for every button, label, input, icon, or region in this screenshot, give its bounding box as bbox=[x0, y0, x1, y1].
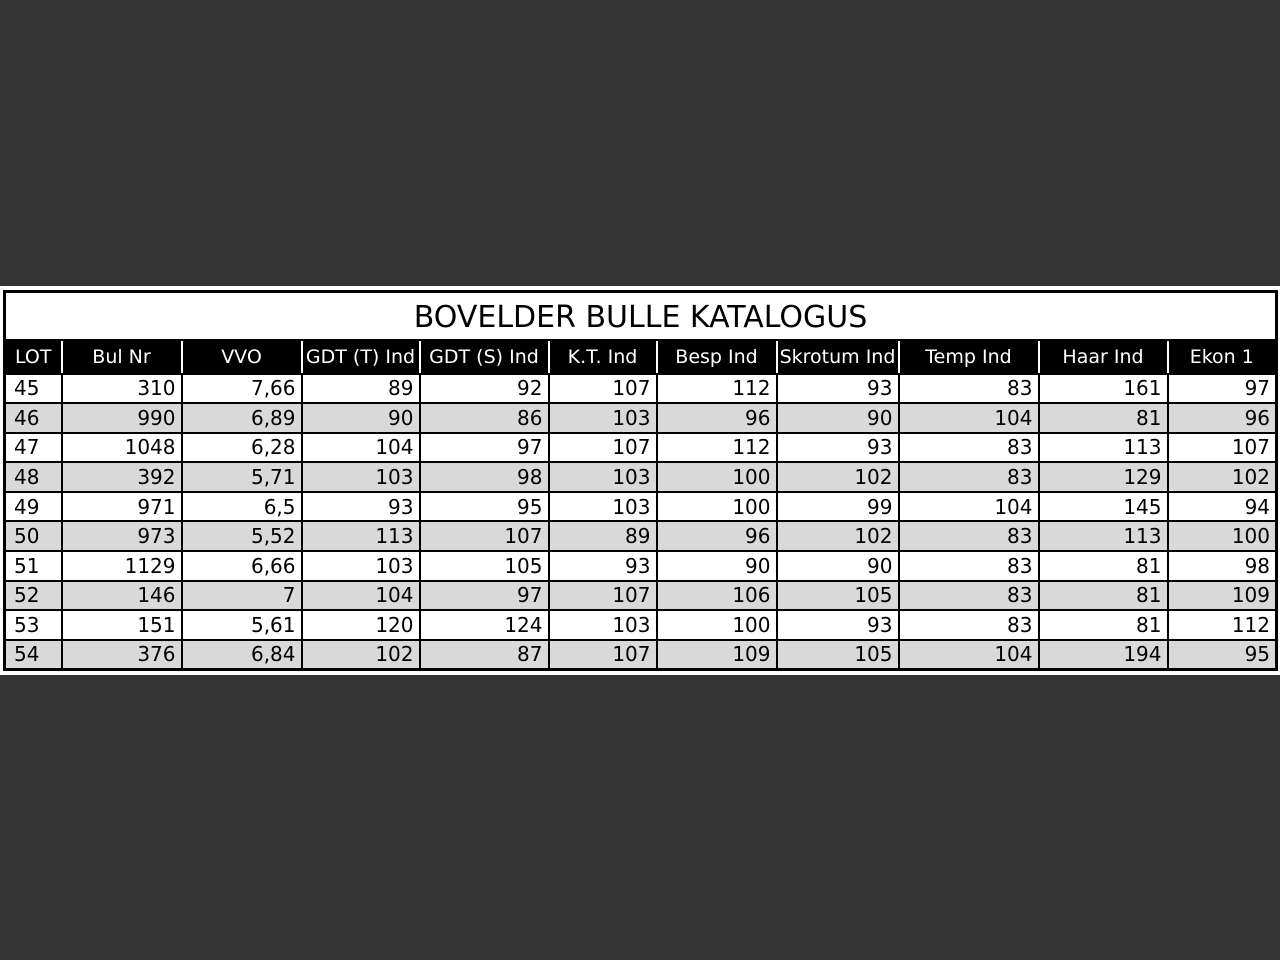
table-cell: 100 bbox=[657, 462, 777, 492]
table-cell: 102 bbox=[1168, 462, 1277, 492]
table-cell: 6,66 bbox=[182, 551, 302, 581]
table-cell: 990 bbox=[62, 403, 182, 433]
table-cell: 109 bbox=[657, 640, 777, 670]
table-cell: 1129 bbox=[62, 551, 182, 581]
table-cell: 145 bbox=[1039, 492, 1168, 522]
table-cell: 96 bbox=[657, 403, 777, 433]
table-cell: 971 bbox=[62, 492, 182, 522]
table-cell: 392 bbox=[62, 462, 182, 492]
table-cell: 94 bbox=[1168, 492, 1277, 522]
table-body bbox=[5, 374, 1277, 670]
table-cell: 105 bbox=[420, 551, 549, 581]
table-cell: 107 bbox=[549, 433, 657, 463]
table-cell: 104 bbox=[899, 492, 1039, 522]
table-cell: 129 bbox=[1039, 462, 1168, 492]
table-cell: 107 bbox=[420, 521, 549, 551]
table-row bbox=[5, 521, 1277, 551]
title-row bbox=[5, 292, 1277, 340]
table-cell: 100 bbox=[657, 492, 777, 522]
table-cell: 99 bbox=[777, 492, 899, 522]
column-header: K.T. Ind bbox=[549, 340, 657, 374]
table-cell: 96 bbox=[657, 521, 777, 551]
table-cell: 93 bbox=[777, 374, 899, 404]
table-cell: 1048 bbox=[62, 433, 182, 463]
lot-cell: 46 bbox=[5, 403, 62, 433]
table-cell: 93 bbox=[302, 492, 420, 522]
table-cell: 102 bbox=[777, 462, 899, 492]
table-cell: 93 bbox=[777, 433, 899, 463]
table-row bbox=[5, 492, 1277, 522]
table-cell: 151 bbox=[62, 610, 182, 640]
table-cell: 98 bbox=[420, 462, 549, 492]
table-title: BOVELDER BULLE KATALOGUS bbox=[5, 292, 1277, 340]
table-cell: 105 bbox=[777, 640, 899, 670]
column-header: LOT bbox=[5, 340, 62, 374]
lot-cell: 45 bbox=[5, 374, 62, 404]
table-cell: 81 bbox=[1039, 581, 1168, 611]
table-cell: 95 bbox=[420, 492, 549, 522]
table-cell: 6,84 bbox=[182, 640, 302, 670]
table-cell: 161 bbox=[1039, 374, 1168, 404]
table-cell: 83 bbox=[899, 521, 1039, 551]
table-cell: 113 bbox=[1039, 521, 1168, 551]
lot-cell: 53 bbox=[5, 610, 62, 640]
table-cell: 105 bbox=[777, 581, 899, 611]
table-cell: 83 bbox=[899, 374, 1039, 404]
table-cell: 112 bbox=[657, 374, 777, 404]
table-cell: 90 bbox=[657, 551, 777, 581]
table-cell: 113 bbox=[1039, 433, 1168, 463]
lot-cell: 48 bbox=[5, 462, 62, 492]
table-cell: 83 bbox=[899, 462, 1039, 492]
lot-cell: 54 bbox=[5, 640, 62, 670]
table-cell: 96 bbox=[1168, 403, 1277, 433]
table-cell: 124 bbox=[420, 610, 549, 640]
table-cell: 146 bbox=[62, 581, 182, 611]
table-cell: 102 bbox=[302, 640, 420, 670]
table-cell: 95 bbox=[1168, 640, 1277, 670]
table-cell: 90 bbox=[777, 551, 899, 581]
table-cell: 104 bbox=[899, 640, 1039, 670]
table-cell: 89 bbox=[302, 374, 420, 404]
table-row bbox=[5, 433, 1277, 463]
table-row bbox=[5, 374, 1277, 404]
table-cell: 103 bbox=[549, 492, 657, 522]
table-row bbox=[5, 462, 1277, 492]
table-cell: 7 bbox=[182, 581, 302, 611]
table-cell: 90 bbox=[302, 403, 420, 433]
table-cell: 102 bbox=[777, 521, 899, 551]
table-cell: 81 bbox=[1039, 610, 1168, 640]
table-cell: 87 bbox=[420, 640, 549, 670]
table-cell: 7,66 bbox=[182, 374, 302, 404]
column-header: Bul Nr bbox=[62, 340, 182, 374]
table-cell: 86 bbox=[420, 403, 549, 433]
lot-cell: 51 bbox=[5, 551, 62, 581]
column-header: Skrotum Ind bbox=[777, 340, 899, 374]
column-header: Ekon 1 bbox=[1168, 340, 1277, 374]
catalog-sheet bbox=[0, 286, 1280, 675]
lot-cell: 50 bbox=[5, 521, 62, 551]
lot-cell: 49 bbox=[5, 492, 62, 522]
table-cell: 103 bbox=[302, 462, 420, 492]
column-header: GDT (T) Ind bbox=[302, 340, 420, 374]
table-row bbox=[5, 551, 1277, 581]
table-cell: 113 bbox=[302, 521, 420, 551]
table-cell: 5,61 bbox=[182, 610, 302, 640]
table-cell: 83 bbox=[899, 581, 1039, 611]
column-header: Besp Ind bbox=[657, 340, 777, 374]
table-cell: 107 bbox=[549, 640, 657, 670]
table-cell: 6,5 bbox=[182, 492, 302, 522]
table-cell: 112 bbox=[1168, 610, 1277, 640]
table-cell: 93 bbox=[549, 551, 657, 581]
table-row bbox=[5, 610, 1277, 640]
table-cell: 104 bbox=[899, 403, 1039, 433]
table-cell: 103 bbox=[549, 462, 657, 492]
table-cell: 100 bbox=[657, 610, 777, 640]
header-row bbox=[5, 340, 1277, 374]
table-cell: 103 bbox=[549, 610, 657, 640]
table-cell: 6,28 bbox=[182, 433, 302, 463]
column-header: Temp Ind bbox=[899, 340, 1039, 374]
column-header: GDT (S) Ind bbox=[420, 340, 549, 374]
table-cell: 103 bbox=[302, 551, 420, 581]
table-cell: 81 bbox=[1039, 551, 1168, 581]
table-cell: 5,52 bbox=[182, 521, 302, 551]
table-cell: 107 bbox=[1168, 433, 1277, 463]
table-cell: 97 bbox=[420, 433, 549, 463]
column-header: Haar Ind bbox=[1039, 340, 1168, 374]
column-header: VVO bbox=[182, 340, 302, 374]
table-row bbox=[5, 581, 1277, 611]
table-cell: 89 bbox=[549, 521, 657, 551]
table-cell: 90 bbox=[777, 403, 899, 433]
table-cell: 107 bbox=[549, 374, 657, 404]
table-cell: 97 bbox=[1168, 374, 1277, 404]
table-cell: 112 bbox=[657, 433, 777, 463]
table-cell: 120 bbox=[302, 610, 420, 640]
table-row bbox=[5, 640, 1277, 670]
table-cell: 106 bbox=[657, 581, 777, 611]
table-cell: 98 bbox=[1168, 551, 1277, 581]
table-cell: 83 bbox=[899, 610, 1039, 640]
table-cell: 93 bbox=[777, 610, 899, 640]
table-cell: 104 bbox=[302, 433, 420, 463]
table-cell: 83 bbox=[899, 433, 1039, 463]
table-cell: 310 bbox=[62, 374, 182, 404]
table-cell: 103 bbox=[549, 403, 657, 433]
table-cell: 81 bbox=[1039, 403, 1168, 433]
table-cell: 194 bbox=[1039, 640, 1168, 670]
table-cell: 109 bbox=[1168, 581, 1277, 611]
table-cell: 973 bbox=[62, 521, 182, 551]
table-cell: 5,71 bbox=[182, 462, 302, 492]
table-cell: 97 bbox=[420, 581, 549, 611]
table-cell: 92 bbox=[420, 374, 549, 404]
table-cell: 100 bbox=[1168, 521, 1277, 551]
table-row bbox=[5, 403, 1277, 433]
lot-cell: 52 bbox=[5, 581, 62, 611]
table-cell: 107 bbox=[549, 581, 657, 611]
table-cell: 6,89 bbox=[182, 403, 302, 433]
catalog-table bbox=[3, 290, 1278, 671]
table-cell: 83 bbox=[899, 551, 1039, 581]
lot-cell: 47 bbox=[5, 433, 62, 463]
table-cell: 376 bbox=[62, 640, 182, 670]
table-cell: 104 bbox=[302, 581, 420, 611]
